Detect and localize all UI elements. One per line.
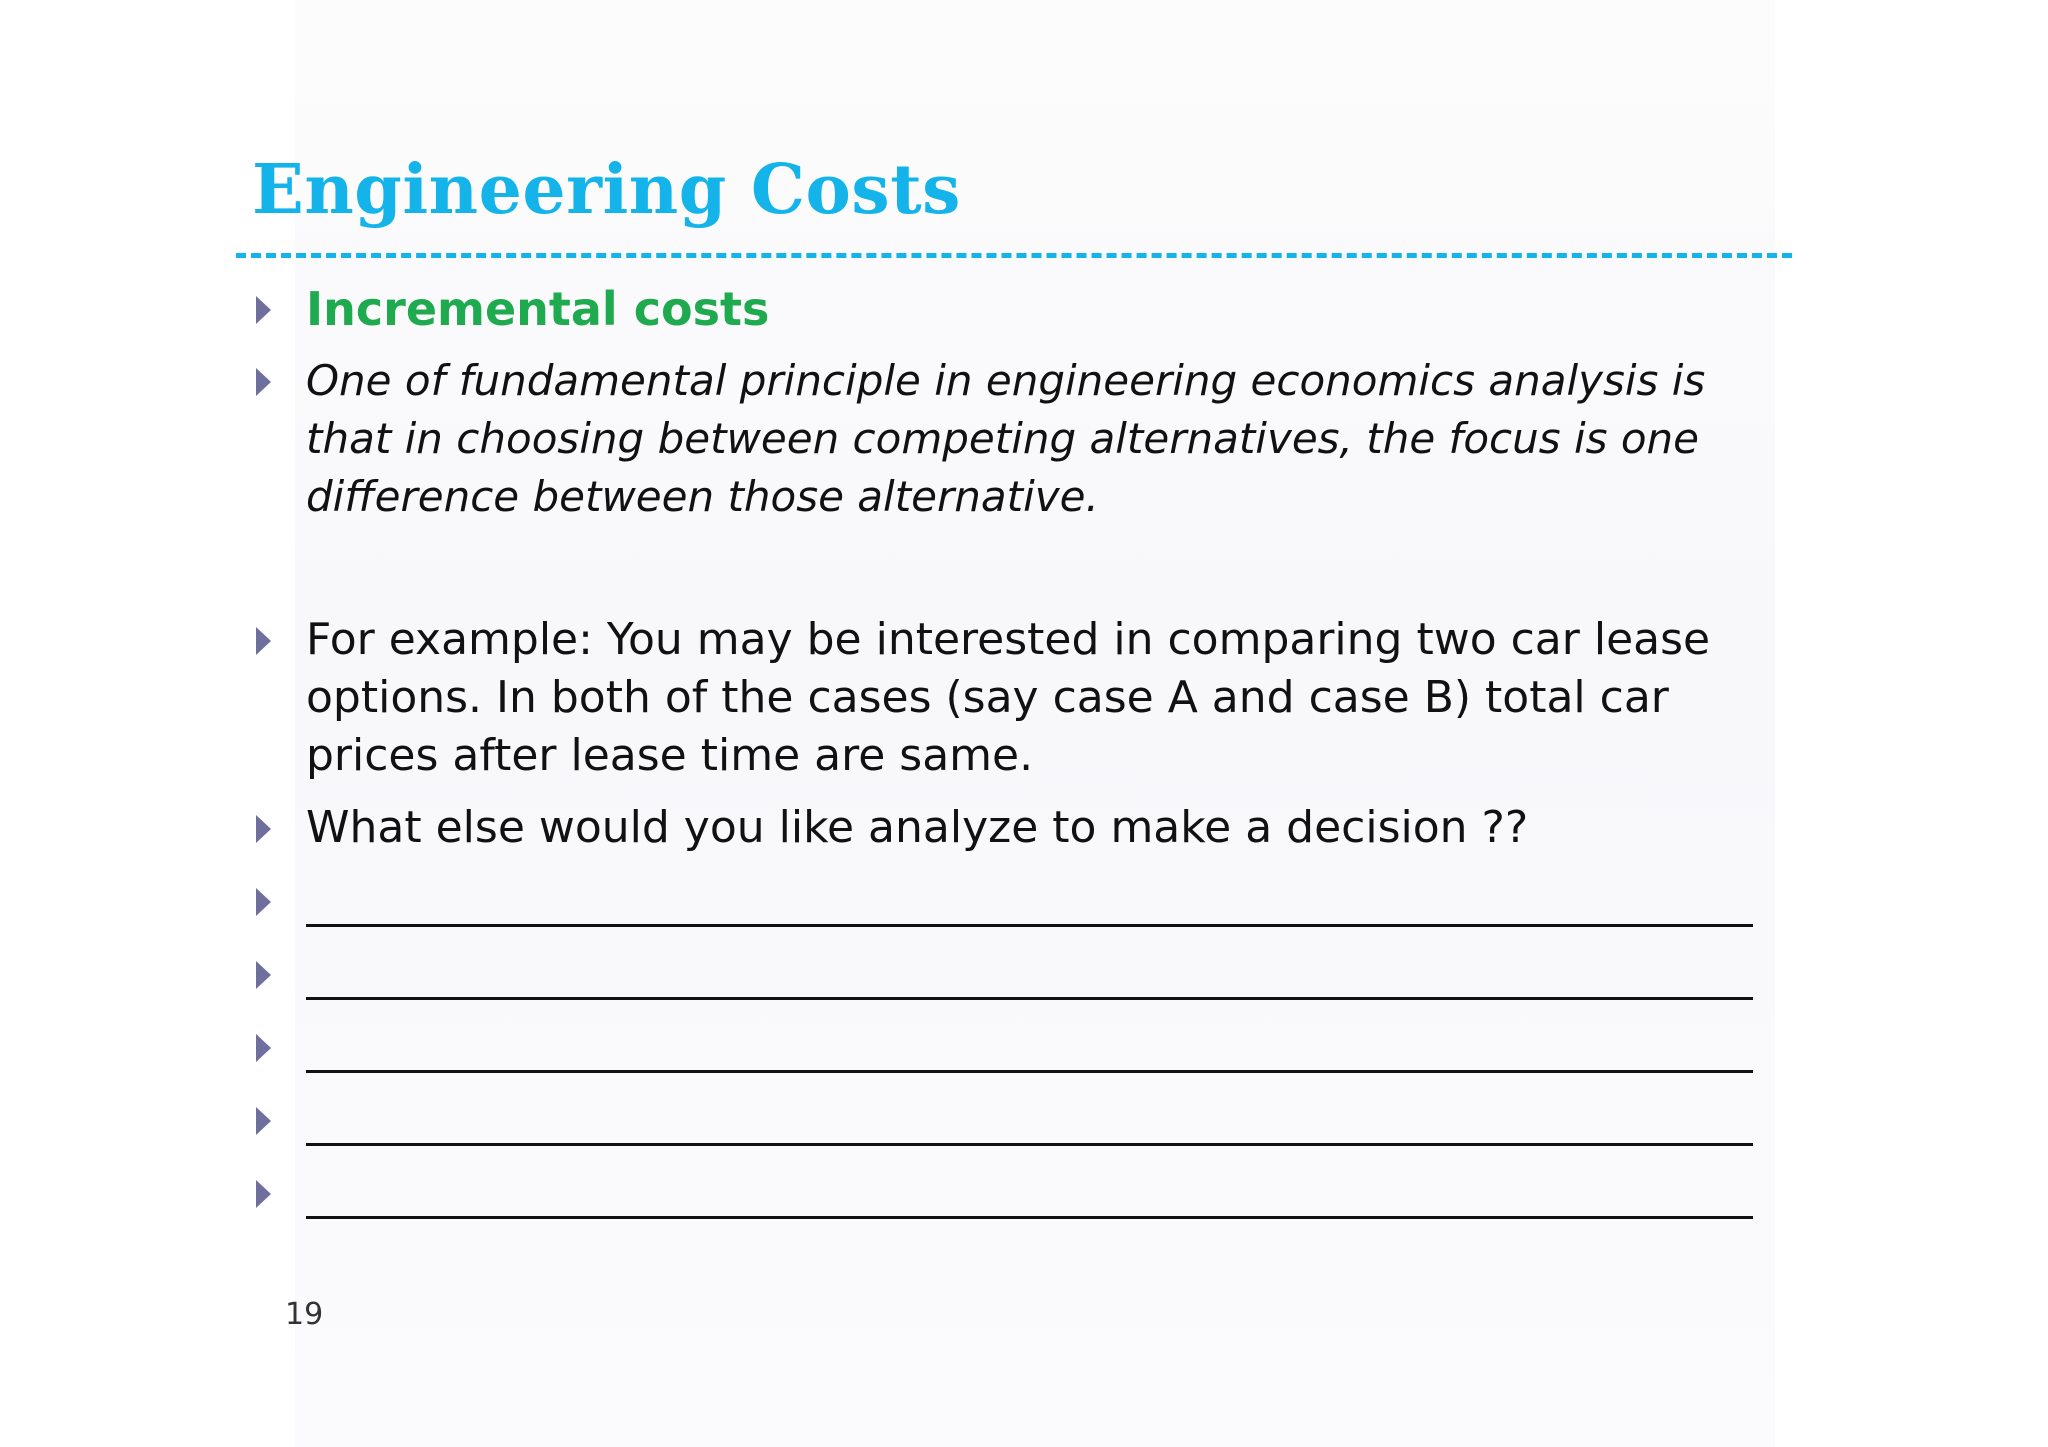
- answer-blank-line: [306, 997, 1753, 1000]
- answer-blank-line: [306, 1070, 1753, 1073]
- bullet-question-text: What else would you like analyze to make a decision ??: [306, 802, 1529, 853]
- bullet-heading-incremental-costs: Incremental costs: [306, 282, 770, 336]
- bullet-arrow-icon: [256, 888, 271, 916]
- bullet-arrow-icon: [256, 627, 271, 655]
- answer-blank-line: [306, 1216, 1753, 1219]
- bullet-arrow-icon: [256, 961, 271, 989]
- bullet-arrow-icon: [256, 368, 271, 396]
- bullet-principle-text: One of fundamental principle in engineering economics analysis is that in choosing between competing alternatives, the focus is one difference between those alternative.: [306, 356, 1706, 521]
- bullet-arrow-icon: [256, 1180, 271, 1208]
- bullet-example-text: For example: You may be interested in comparing two car lease options. In both of the cases (say case A and case B) total car prices after lease time are same.: [306, 614, 1711, 781]
- bullet-arrow-icon: [256, 815, 271, 843]
- title-divider: [236, 253, 1792, 258]
- page-number: 19: [285, 1297, 324, 1332]
- bullet-arrow-icon: [256, 1034, 271, 1062]
- bullet-arrow-icon: [256, 1107, 271, 1135]
- answer-blank-line: [306, 1143, 1753, 1146]
- bullet-arrow-icon: [256, 296, 271, 324]
- slide-title: Engineering Costs: [252, 150, 961, 230]
- answer-blank-line: [306, 924, 1753, 927]
